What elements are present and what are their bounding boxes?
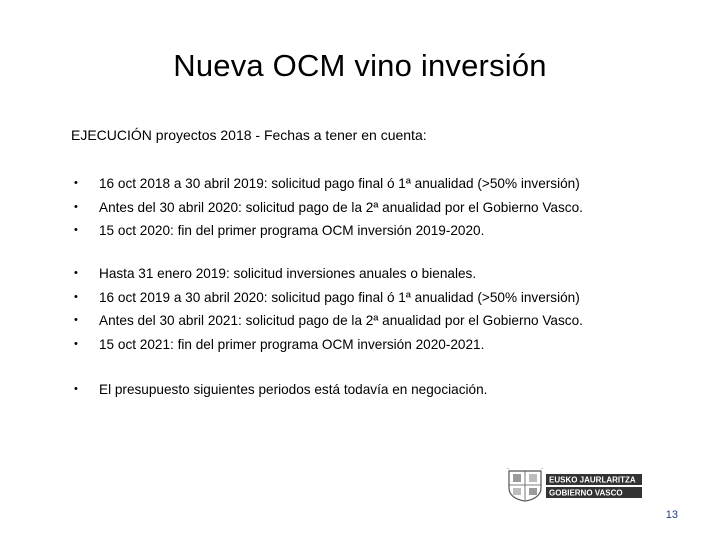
item-date: 16 oct 2018 a 30 abril 2019: — [99, 176, 268, 191]
logo-line-1: EUSKO JAURLARITZA — [549, 475, 636, 485]
gobierno-vasco-logo — [505, 468, 645, 502]
bullet-item — [71, 172, 583, 196]
bullet-icon: • — [74, 314, 78, 326]
item-text: solicitud pago de la 2ª anualidad por el Gobierno Vasco. — [241, 199, 583, 215]
page-number: 13 — [665, 509, 678, 521]
section-heading: EJECUCIÓN proyectos 2018 - Fechas a tener en cuenta: — [71, 127, 427, 143]
item-text: fin del primer programa OCM inversión 2019-2020. — [173, 223, 485, 238]
item-text: solicitud inversiones anuales o bienales. — [229, 266, 477, 281]
bullet-group-2018-2019 — [71, 172, 583, 243]
bullet-item — [71, 196, 583, 220]
item-text: solicitud pago de la 2ª anualidad por el Gobierno Vasco. — [241, 313, 583, 328]
bullet-icon: • — [74, 383, 78, 395]
item-date: 15 oct 2021: — [99, 336, 174, 352]
bullet-group-2019-2021 — [71, 262, 583, 356]
item-date: Antes del 30 abril 2020: — [99, 199, 242, 215]
logo-line-2: GOBIERNO VASCO — [549, 488, 623, 498]
bullet-icon: • — [74, 224, 78, 236]
item-text: solicitud pago final ó 1ª anualidad (>50% inversión) — [267, 176, 580, 191]
coat-of-arms-icon — [507, 468, 543, 501]
bullet-item — [71, 286, 583, 310]
bullet-icon: • — [74, 290, 78, 303]
item-date: 16 oct 2019 a 30 abril 2020: — [99, 289, 268, 305]
slide-title: Nueva OCM vino inversión — [173, 48, 547, 83]
bullet-group-budget — [71, 378, 487, 402]
item-date: Hasta 31 enero 2019: — [99, 266, 230, 281]
bullet-icon: • — [74, 337, 78, 350]
bullet-item — [71, 378, 487, 402]
item-date: 15 oct 2020: — [99, 223, 174, 238]
bullet-item — [71, 309, 583, 333]
item-text: El presupuesto siguientes periodos está todavía en negociación. — [99, 382, 488, 397]
item-text: fin del primer programa OCM inversión 2020-2021. — [173, 336, 485, 352]
item-date: Antes del 30 abril 2021: — [99, 313, 242, 328]
bullet-icon: • — [74, 267, 78, 279]
bullet-icon: • — [74, 200, 78, 213]
bullet-item — [71, 262, 583, 286]
item-text: solicitud pago final ó 1ª anualidad (>50% inversión) — [267, 289, 580, 305]
bullet-item — [71, 219, 583, 243]
bullet-icon: • — [74, 177, 78, 189]
bullet-item — [71, 333, 583, 357]
